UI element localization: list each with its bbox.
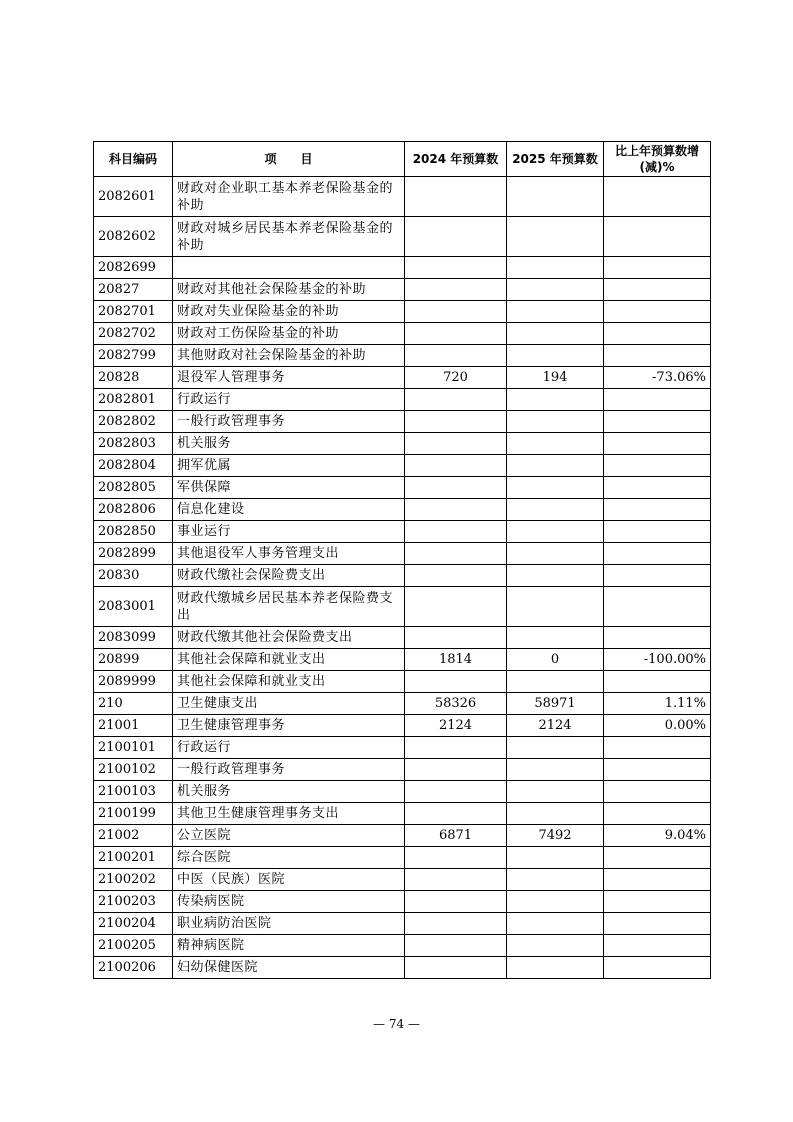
row-budget-2024 (405, 477, 507, 499)
table-row (94, 323, 711, 345)
row-name: 财政对企业职工基本养老保险基金的补助 (173, 177, 405, 217)
row-budget-2024 (405, 847, 507, 869)
header-budget-2025: 2025 年预算数 (507, 142, 604, 177)
header-change: 比上年预算数增 (减)% (604, 142, 711, 177)
row-budget-2025 (507, 499, 604, 521)
row-budget-2024 (405, 737, 507, 759)
table-row (94, 499, 711, 521)
row-code: 2082804 (94, 455, 173, 477)
row-name: 机关服务 (173, 781, 405, 803)
row-change (604, 671, 711, 693)
table-row (94, 433, 711, 455)
row-change: 1.11% (604, 693, 711, 715)
table-row (94, 869, 711, 891)
header-code: 科目编码 (94, 142, 173, 177)
row-change (604, 521, 711, 543)
table-row (94, 367, 711, 389)
row-code: 2082801 (94, 389, 173, 411)
table-row (94, 301, 711, 323)
row-change (604, 847, 711, 869)
row-budget-2024 (405, 345, 507, 367)
row-code: 2082699 (94, 257, 173, 279)
row-budget-2024 (405, 913, 507, 935)
row-change (604, 587, 711, 627)
row-budget-2025 (507, 279, 604, 301)
row-code: 2082602 (94, 217, 173, 257)
row-budget-2025 (507, 913, 604, 935)
table-row (94, 781, 711, 803)
budget-table (93, 141, 711, 979)
row-name: 其他社会保障和就业支出 (173, 671, 405, 693)
table-row (94, 737, 711, 759)
row-change (604, 869, 711, 891)
row-change (604, 565, 711, 587)
row-budget-2024 (405, 627, 507, 649)
row-change (604, 781, 711, 803)
row-budget-2025 (507, 587, 604, 627)
row-name: 其他社会保障和就业支出 (173, 649, 405, 671)
row-code: 2100103 (94, 781, 173, 803)
row-change: 9.04% (604, 825, 711, 847)
row-code: 2082806 (94, 499, 173, 521)
table-row (94, 543, 711, 565)
row-budget-2025 (507, 257, 604, 279)
table-row (94, 803, 711, 825)
row-change (604, 217, 711, 257)
table-body (94, 177, 711, 979)
row-code: 2082701 (94, 301, 173, 323)
table-row (94, 217, 711, 257)
row-budget-2024: 6871 (405, 825, 507, 847)
row-name: 信息化建设 (173, 499, 405, 521)
row-budget-2025: 7492 (507, 825, 604, 847)
table-row (94, 759, 711, 781)
row-code: 2082850 (94, 521, 173, 543)
row-budget-2024 (405, 957, 507, 979)
row-budget-2025 (507, 565, 604, 587)
row-name: 一般行政管理事务 (173, 759, 405, 781)
table-row (94, 521, 711, 543)
header-item: 项 目 (173, 142, 405, 177)
row-change (604, 301, 711, 323)
row-name: 其他退役军人事务管理支出 (173, 543, 405, 565)
row-change: 0.00% (604, 715, 711, 737)
row-name: 退役军人管理事务 (173, 367, 405, 389)
row-code: 2082799 (94, 345, 173, 367)
table-row (94, 345, 711, 367)
row-name: 事业运行 (173, 521, 405, 543)
row-code: 2100206 (94, 957, 173, 979)
row-budget-2024 (405, 499, 507, 521)
row-budget-2024 (405, 323, 507, 345)
row-budget-2024 (405, 455, 507, 477)
table-row (94, 177, 711, 217)
row-budget-2024: 2124 (405, 715, 507, 737)
row-code: 2082899 (94, 543, 173, 565)
row-budget-2025 (507, 759, 604, 781)
row-name: 中医（民族）医院 (173, 869, 405, 891)
row-code: 20830 (94, 565, 173, 587)
row-budget-2024 (405, 781, 507, 803)
row-budget-2024 (405, 521, 507, 543)
row-budget-2025 (507, 301, 604, 323)
row-change (604, 737, 711, 759)
row-change (604, 543, 711, 565)
row-change (604, 389, 711, 411)
row-budget-2024 (405, 891, 507, 913)
table-row (94, 279, 711, 301)
row-name: 卫生健康管理事务 (173, 715, 405, 737)
row-budget-2025 (507, 781, 604, 803)
row-name: 精神病医院 (173, 935, 405, 957)
row-code: 2100199 (94, 803, 173, 825)
row-budget-2024 (405, 301, 507, 323)
row-budget-2025 (507, 935, 604, 957)
row-change (604, 455, 711, 477)
row-code: 20828 (94, 367, 173, 389)
row-code: 2082601 (94, 177, 173, 217)
row-budget-2024 (405, 411, 507, 433)
table-row (94, 477, 711, 499)
row-budget-2025 (507, 891, 604, 913)
row-change (604, 957, 711, 979)
table-row (94, 455, 711, 477)
row-budget-2024 (405, 587, 507, 627)
table-row (94, 693, 711, 715)
row-name: 军供保障 (173, 477, 405, 499)
row-budget-2025 (507, 323, 604, 345)
table-row (94, 389, 711, 411)
table-row (94, 935, 711, 957)
row-budget-2025 (507, 957, 604, 979)
row-name: 财政代缴社会保险费支出 (173, 565, 405, 587)
row-budget-2024: 1814 (405, 649, 507, 671)
row-code: 20899 (94, 649, 173, 671)
row-code: 2100203 (94, 891, 173, 913)
row-change (604, 323, 711, 345)
row-code: 2082803 (94, 433, 173, 455)
row-name: 卫生健康支出 (173, 693, 405, 715)
row-change (604, 759, 711, 781)
table-row (94, 825, 711, 847)
row-name: 机关服务 (173, 433, 405, 455)
row-code: 2083099 (94, 627, 173, 649)
row-change (604, 345, 711, 367)
row-budget-2025 (507, 803, 604, 825)
row-change (604, 279, 711, 301)
row-budget-2025 (507, 433, 604, 455)
table-row (94, 913, 711, 935)
row-change (604, 803, 711, 825)
row-budget-2024 (405, 257, 507, 279)
row-budget-2025: 0 (507, 649, 604, 671)
row-change (604, 891, 711, 913)
row-change (604, 935, 711, 957)
row-budget-2024 (405, 389, 507, 411)
table-row (94, 715, 711, 737)
row-budget-2025 (507, 543, 604, 565)
row-code: 2100204 (94, 913, 173, 935)
row-change (604, 913, 711, 935)
row-budget-2025 (507, 411, 604, 433)
row-budget-2025 (507, 389, 604, 411)
row-change (604, 177, 711, 217)
table-row (94, 671, 711, 693)
row-budget-2025 (507, 869, 604, 891)
table-row (94, 411, 711, 433)
row-budget-2024: 720 (405, 367, 507, 389)
table-row (94, 847, 711, 869)
row-name: 行政运行 (173, 737, 405, 759)
row-budget-2024 (405, 217, 507, 257)
row-budget-2025 (507, 847, 604, 869)
row-code: 21002 (94, 825, 173, 847)
row-name: 传染病医院 (173, 891, 405, 913)
header-budget-2024: 2024 年预算数 (405, 142, 507, 177)
table-header-row (94, 142, 711, 177)
table-row (94, 257, 711, 279)
row-budget-2024 (405, 565, 507, 587)
row-budget-2024 (405, 177, 507, 217)
row-budget-2024 (405, 433, 507, 455)
row-change (604, 477, 711, 499)
row-change (604, 257, 711, 279)
row-code: 2100102 (94, 759, 173, 781)
row-budget-2025 (507, 217, 604, 257)
table-row (94, 649, 711, 671)
row-change (604, 433, 711, 455)
row-name: 财政对失业保险基金的补助 (173, 301, 405, 323)
row-budget-2025: 2124 (507, 715, 604, 737)
row-budget-2025 (507, 477, 604, 499)
row-budget-2024 (405, 935, 507, 957)
row-budget-2024 (405, 279, 507, 301)
table-row (94, 957, 711, 979)
row-name: 综合医院 (173, 847, 405, 869)
row-change (604, 627, 711, 649)
table-row (94, 891, 711, 913)
row-name: 财政对其他社会保险基金的补助 (173, 279, 405, 301)
row-name: 其他财政对社会保险基金的补助 (173, 345, 405, 367)
row-change (604, 411, 711, 433)
row-name: 财政代缴其他社会保险费支出 (173, 627, 405, 649)
row-budget-2024 (405, 759, 507, 781)
row-change (604, 499, 711, 521)
row-code: 2082802 (94, 411, 173, 433)
table-row (94, 587, 711, 627)
row-name: 行政运行 (173, 389, 405, 411)
table-row (94, 627, 711, 649)
row-budget-2025 (507, 521, 604, 543)
row-name: 财政对工伤保险基金的补助 (173, 323, 405, 345)
row-name: 财政代缴城乡居民基本养老保险费支出 (173, 587, 405, 627)
row-code: 210 (94, 693, 173, 715)
row-code: 2082702 (94, 323, 173, 345)
row-budget-2024 (405, 803, 507, 825)
row-code: 2089999 (94, 671, 173, 693)
page-number: — 74 — (373, 1017, 420, 1031)
row-budget-2025 (507, 455, 604, 477)
row-change: -100.00% (604, 649, 711, 671)
row-name (173, 257, 405, 279)
row-code: 2083001 (94, 587, 173, 627)
row-name: 职业病防治医院 (173, 913, 405, 935)
row-budget-2024 (405, 543, 507, 565)
row-change: -73.06% (604, 367, 711, 389)
row-budget-2025 (507, 177, 604, 217)
row-code: 2100205 (94, 935, 173, 957)
row-budget-2024 (405, 869, 507, 891)
row-budget-2025 (507, 345, 604, 367)
row-name: 拥军优属 (173, 455, 405, 477)
table-row (94, 565, 711, 587)
row-name: 妇幼保健医院 (173, 957, 405, 979)
row-code: 2100201 (94, 847, 173, 869)
row-budget-2025 (507, 627, 604, 649)
row-budget-2025 (507, 737, 604, 759)
row-budget-2025: 58971 (507, 693, 604, 715)
row-code: 2082805 (94, 477, 173, 499)
row-name: 其他卫生健康管理事务支出 (173, 803, 405, 825)
row-budget-2025: 194 (507, 367, 604, 389)
row-code: 20827 (94, 279, 173, 301)
row-name: 公立医院 (173, 825, 405, 847)
row-name: 一般行政管理事务 (173, 411, 405, 433)
row-code: 2100202 (94, 869, 173, 891)
row-budget-2024 (405, 671, 507, 693)
row-code: 2100101 (94, 737, 173, 759)
row-budget-2025 (507, 671, 604, 693)
row-code: 21001 (94, 715, 173, 737)
row-name: 财政对城乡居民基本养老保险基金的补助 (173, 217, 405, 257)
row-budget-2024: 58326 (405, 693, 507, 715)
